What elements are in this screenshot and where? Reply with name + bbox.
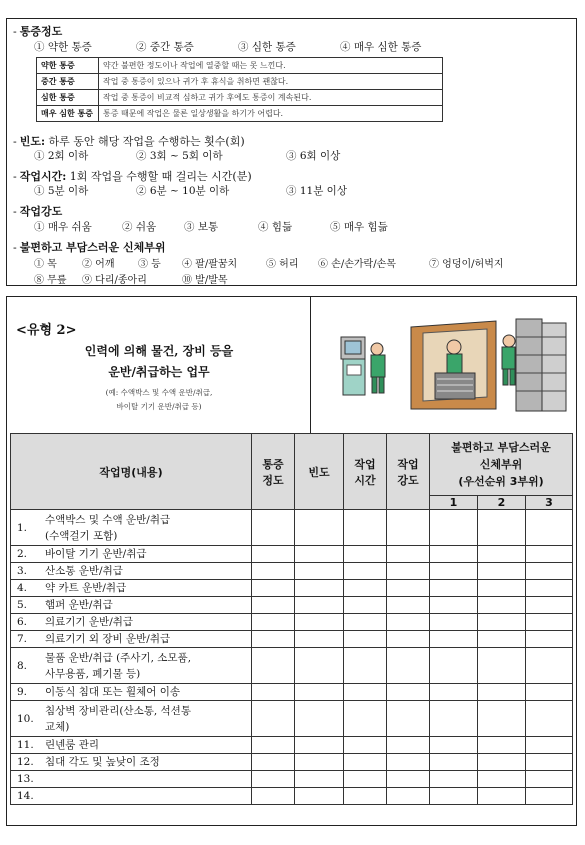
pain-option: ③ 심한 통증	[238, 41, 296, 53]
body-part-option: ⑧ 무릎	[34, 275, 67, 286]
frequency-cell[interactable]	[295, 684, 344, 701]
frequency-cell[interactable]	[295, 648, 344, 684]
body-parts-title: - 불편하고 부담스러운 신체부위	[13, 241, 166, 254]
work-time-cell[interactable]	[344, 771, 387, 788]
header-frequency: 빈도	[295, 434, 344, 510]
work-time-cell[interactable]	[344, 580, 387, 597]
type2-title-line2: 운반/취급하는 업무	[108, 365, 210, 379]
task-cell	[11, 648, 252, 684]
task-cell	[11, 631, 252, 648]
pain-option: ④ 매우 심한 통증	[340, 41, 422, 53]
intensity-option: ① 매우 쉬움	[34, 221, 92, 233]
row-number: 6.	[17, 616, 28, 628]
header-task-name: 작업명(내용)	[11, 434, 252, 510]
task-name: 바이탈 기기 운반/취급	[45, 548, 147, 560]
task-name: 수액박스 및 수액 운반/취급 (수액걸기 포함)	[45, 513, 171, 542]
body-part-option: ④ 팔/팔꿈치	[182, 259, 238, 270]
body-part-3-cell[interactable]	[526, 614, 573, 631]
intensity-cell[interactable]	[387, 546, 430, 563]
body-part-1-cell[interactable]	[430, 648, 478, 684]
pain-option: ① 약한 통증	[34, 41, 92, 53]
definition-row: 심한 통증 작업 중 통증이 비교적 심하고 귀가 후에도 통증이 계속된다.	[37, 90, 443, 106]
body-part-2-cell[interactable]	[478, 701, 526, 737]
table-row	[11, 648, 573, 684]
task-cell	[11, 614, 252, 631]
table-row	[11, 614, 573, 631]
work-time-option: ③ 11분 이상	[286, 185, 347, 197]
frequency-option: ② 3회 ~ 5회 이하	[136, 150, 223, 162]
body-part-2-cell[interactable]	[478, 737, 526, 754]
intensity-option: ② 쉬움	[122, 221, 157, 233]
table-row	[11, 754, 573, 771]
body-part-option: ③ 등	[138, 259, 161, 270]
body-part-3-cell[interactable]	[526, 631, 573, 648]
body-part-3-cell[interactable]	[526, 510, 573, 546]
row-number: 12.	[17, 756, 34, 768]
frequency-option: ③ 6회 이상	[286, 150, 341, 162]
type2-title-line1: 인력에 의해 물건, 장비 등을	[84, 344, 234, 358]
intensity-cell[interactable]	[387, 788, 430, 805]
pain-level-cell[interactable]	[252, 631, 295, 648]
type2-example-line2: 바이탈 기기 운반/취급 등)	[116, 402, 202, 411]
illustration-panel	[311, 297, 576, 433]
pain-level-title: - 통증정도	[13, 25, 63, 38]
task-cell	[11, 771, 252, 788]
frequency-cell[interactable]	[295, 510, 344, 546]
intensity-cell[interactable]	[387, 563, 430, 580]
task-name: 의료기기 외 장비 운반/취급	[45, 633, 171, 645]
row-number: 1.	[17, 521, 28, 534]
task-cell	[11, 701, 252, 737]
task-cell	[11, 563, 252, 580]
body-part-2-cell[interactable]	[478, 754, 526, 771]
row-number: 2.	[17, 548, 28, 560]
pain-level-cell[interactable]	[252, 648, 295, 684]
table-row	[11, 701, 573, 737]
row-number: 3.	[17, 565, 28, 577]
header-body-parts: 불편하고 부담스러운 신체부위 (우선순위 3부위)	[430, 434, 573, 496]
frequency-cell[interactable]	[295, 754, 344, 771]
body-part-2-cell[interactable]	[478, 771, 526, 788]
body-parts-options-row1	[34, 255, 504, 270]
task-name: 햄퍼 운반/취급	[45, 599, 113, 611]
pain-level-cell[interactable]	[252, 684, 295, 701]
intensity-title: - 작업강도	[13, 205, 63, 218]
room-cart-figure	[411, 321, 496, 409]
header-priority-3: 3	[526, 496, 573, 510]
frequency-cell[interactable]	[295, 737, 344, 754]
table-row	[11, 580, 573, 597]
type2-label: <유형 2>	[16, 323, 77, 338]
intensity-options	[34, 219, 388, 234]
work-time-cell[interactable]	[344, 597, 387, 614]
task-name: 물품 운반/취급 (주사기, 소모품, 사무용품, 폐기물 등)	[45, 651, 192, 680]
task-name: 침상벽 장비관리(산소통, 석션통 교체)	[45, 704, 191, 733]
table-row	[11, 684, 573, 701]
frequency-options	[34, 148, 340, 163]
pain-level-options	[34, 39, 421, 54]
header-intensity: 작업 강도	[387, 434, 430, 510]
body-part-option: ⑦ 엉덩이/허벅지	[429, 259, 504, 270]
table-row	[11, 510, 573, 546]
intensity-cell[interactable]	[387, 580, 430, 597]
workers-carrying-equipment-illustration	[311, 297, 576, 433]
work-time-options	[34, 183, 347, 198]
task-cell	[11, 546, 252, 563]
body-part-3-cell[interactable]	[526, 546, 573, 563]
body-part-2-cell[interactable]	[478, 510, 526, 546]
body-part-3-cell[interactable]	[526, 684, 573, 701]
body-part-3-cell[interactable]	[526, 580, 573, 597]
intensity-cell[interactable]	[387, 754, 430, 771]
work-time-cell[interactable]	[344, 701, 387, 737]
work-time-cell[interactable]	[344, 563, 387, 580]
work-time-option: ② 6분 ~ 10분 이하	[136, 185, 230, 197]
frequency-cell[interactable]	[295, 631, 344, 648]
body-part-2-cell[interactable]	[478, 648, 526, 684]
body-part-1-cell[interactable]	[430, 580, 478, 597]
intensity-cell[interactable]	[387, 701, 430, 737]
body-part-1-cell[interactable]	[430, 754, 478, 771]
table-row	[11, 546, 573, 563]
header-pain-level: 통증 정도	[252, 434, 295, 510]
work-time-option: ① 5분 이하	[34, 185, 89, 197]
frequency-cell[interactable]	[295, 563, 344, 580]
header-priority-2: 2	[478, 496, 526, 510]
task-name: 약 카트 운반/취급	[45, 582, 127, 594]
frequency-cell[interactable]	[295, 771, 344, 788]
table-row	[11, 597, 573, 614]
pain-level-cell[interactable]	[252, 563, 295, 580]
body-part-2-cell[interactable]	[478, 684, 526, 701]
intensity-cell[interactable]	[387, 737, 430, 754]
body-part-2-cell[interactable]	[478, 614, 526, 631]
task-cell	[11, 580, 252, 597]
task-cell	[11, 510, 252, 546]
body-part-1-cell[interactable]	[430, 563, 478, 580]
row-number: 4.	[17, 582, 28, 594]
pain-level-cell[interactable]	[252, 788, 295, 805]
row-number: 7.	[17, 633, 28, 645]
task-name: 침대 각도 및 높낮이 조정	[45, 756, 160, 768]
table-row	[11, 737, 573, 754]
task-cell	[11, 737, 252, 754]
task-name: 린넨룸 관리	[45, 739, 100, 751]
body-part-1-cell[interactable]	[430, 510, 478, 546]
body-part-2-cell[interactable]	[478, 597, 526, 614]
intensity-cell[interactable]	[387, 614, 430, 631]
body-part-3-cell[interactable]	[526, 771, 573, 788]
task-name: 이동식 침대 또는 휠체어 이송	[45, 686, 181, 698]
shelf-figure	[502, 319, 566, 411]
intensity-option: ④ 힘듦	[258, 221, 293, 233]
task-cell	[11, 788, 252, 805]
intensity-option: ③ 보통	[184, 221, 219, 233]
body-part-option: ⑥ 손/손가락/손목	[318, 259, 396, 270]
body-part-3-cell[interactable]	[526, 788, 573, 805]
pain-level-cell[interactable]	[252, 546, 295, 563]
body-part-3-cell[interactable]	[526, 737, 573, 754]
header-priority-1: 1	[430, 496, 478, 510]
body-part-2-cell[interactable]	[478, 631, 526, 648]
pain-level-cell[interactable]	[252, 754, 295, 771]
body-part-option: ① 목	[34, 259, 57, 270]
work-time-cell[interactable]	[344, 684, 387, 701]
type2-header	[7, 297, 311, 433]
pain-level-cell[interactable]	[252, 597, 295, 614]
body-part-option: ⑩ 발/발목	[182, 275, 228, 286]
row-number: 5.	[17, 599, 28, 611]
table-row	[11, 631, 573, 648]
row-number: 14.	[17, 790, 34, 802]
legend-box	[6, 18, 577, 286]
body-part-3-cell[interactable]	[526, 563, 573, 580]
work-time-title: - 작업시간: 1회 작업을 수행할 때 걸리는 시간(분)	[13, 170, 252, 183]
frequency-option: ① 2회 이하	[34, 150, 89, 162]
pain-level-cell[interactable]	[252, 737, 295, 754]
body-part-1-cell[interactable]	[430, 771, 478, 788]
body-part-3-cell[interactable]	[526, 701, 573, 737]
body-part-3-cell[interactable]	[526, 648, 573, 684]
work-time-cell[interactable]	[344, 546, 387, 563]
intensity-cell[interactable]	[387, 510, 430, 546]
body-part-1-cell[interactable]	[430, 701, 478, 737]
intensity-cell[interactable]	[387, 648, 430, 684]
work-time-cell[interactable]	[344, 648, 387, 684]
body-part-2-cell[interactable]	[478, 546, 526, 563]
work-time-cell[interactable]	[344, 631, 387, 648]
intensity-cell[interactable]	[387, 771, 430, 788]
table-row	[11, 563, 573, 580]
body-part-option: ⑤ 허리	[266, 259, 299, 270]
work-time-cell[interactable]	[344, 614, 387, 631]
row-number: 9.	[17, 686, 28, 698]
definition-row: 중간 통증 작업 중 통증이 있으나 귀가 후 휴식을 취하면 괜찮다.	[37, 74, 443, 90]
body-part-1-cell[interactable]	[430, 788, 478, 805]
body-part-2-cell[interactable]	[478, 788, 526, 805]
table-row	[11, 788, 573, 805]
body-part-1-cell[interactable]	[430, 546, 478, 563]
body-part-1-cell[interactable]	[430, 614, 478, 631]
body-part-1-cell[interactable]	[430, 597, 478, 614]
row-number: 8.	[17, 659, 28, 672]
definition-row: 매우 심한 통증 통증 때문에 작업은 물론 일상생활을 하기가 어렵다.	[37, 106, 443, 122]
pain-level-cell[interactable]	[252, 510, 295, 546]
frequency-cell[interactable]	[295, 580, 344, 597]
row-number: 13.	[17, 773, 34, 785]
task-assessment-table	[10, 433, 573, 805]
body-part-1-cell[interactable]	[430, 631, 478, 648]
header-work-time: 작업 시간	[344, 434, 387, 510]
pain-level-cell[interactable]	[252, 580, 295, 597]
body-part-1-cell[interactable]	[430, 737, 478, 754]
frequency-cell[interactable]	[295, 788, 344, 805]
task-name: 산소통 운반/취급	[45, 565, 123, 577]
pain-definitions-table	[36, 57, 443, 122]
task-cell	[11, 754, 252, 771]
row-number: 11.	[17, 739, 34, 751]
body-part-option: ② 어깨	[82, 259, 115, 270]
task-cell	[11, 597, 252, 614]
pain-level-cell[interactable]	[252, 771, 295, 788]
work-time-cell[interactable]	[344, 754, 387, 771]
body-part-3-cell[interactable]	[526, 754, 573, 771]
intensity-option: ⑤ 매우 힘듦	[330, 221, 388, 233]
work-time-cell[interactable]	[344, 737, 387, 754]
body-parts-options-row2	[34, 271, 228, 286]
work-time-cell[interactable]	[344, 788, 387, 805]
type2-example-line1: (예: 수액박스 및 수액 운반/취급,	[105, 388, 213, 397]
pain-option: ② 중간 통증	[136, 41, 194, 53]
frequency-cell[interactable]	[295, 614, 344, 631]
body-part-option: ⑨ 다리/종아리	[82, 275, 147, 286]
intensity-cell[interactable]	[387, 631, 430, 648]
task-cell	[11, 684, 252, 701]
pain-level-cell[interactable]	[252, 614, 295, 631]
pain-level-cell[interactable]	[252, 701, 295, 737]
intensity-cell[interactable]	[387, 684, 430, 701]
work-time-cell[interactable]	[344, 510, 387, 546]
frequency-cell[interactable]	[295, 546, 344, 563]
intensity-cell[interactable]	[387, 597, 430, 614]
table-row	[11, 771, 573, 788]
monitor-cart-figure	[341, 337, 385, 395]
row-number: 10.	[17, 712, 34, 725]
task-name: 의료기기 운반/취급	[45, 616, 134, 628]
frequency-title: - 빈도: 하루 동안 해당 작업을 수행하는 횟수(회)	[13, 135, 245, 148]
body-part-2-cell[interactable]	[478, 563, 526, 580]
type2-box	[6, 296, 577, 826]
frequency-cell[interactable]	[295, 597, 344, 614]
body-part-2-cell[interactable]	[478, 580, 526, 597]
body-part-3-cell[interactable]	[526, 597, 573, 614]
definition-row: 약한 통증 약간 불편한 정도이나 작업에 열중할 때는 못 느낀다.	[37, 58, 443, 74]
body-part-1-cell[interactable]	[430, 684, 478, 701]
frequency-cell[interactable]	[295, 701, 344, 737]
